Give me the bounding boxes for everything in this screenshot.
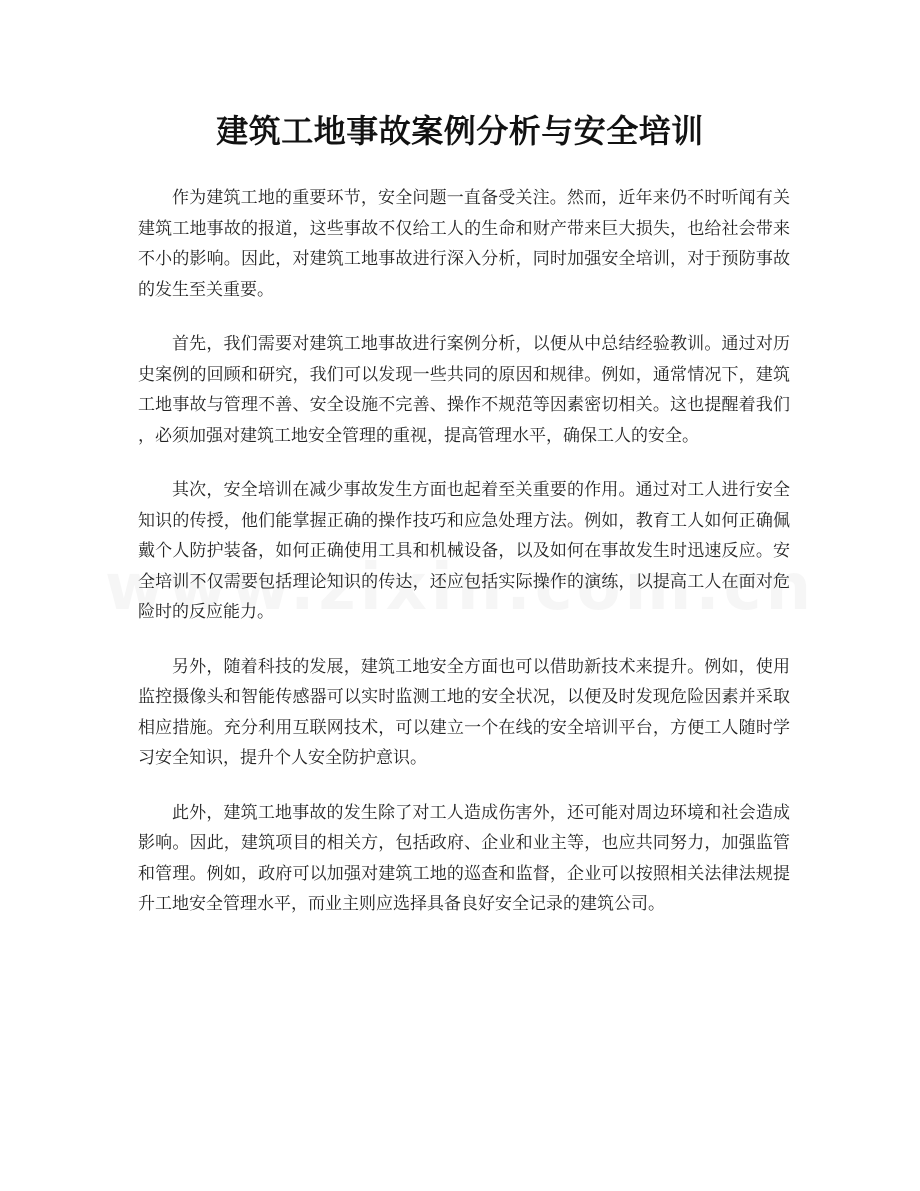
document-body [138,183,790,944]
paragraph-4: 另外，随着科技的发展，建筑工地安全方面也可以借助新技术来提升。例如，使用监控摄像头和智能传感器可以实时监测工地的安全状况，以便及时发现危险因素并采取相应措施。充分利用互联网技术，可以建立一个在线的安全培训平台，方便工人随时学习安全知识，提升个人安全防护意识。 [138,656,790,768]
paragraph-5: 此外，建筑工地事故的发生除了对工人造成伤害外，还可能对周边环境和社会造成影响。因此，建筑项目的相关方，包括政府、企业和业主等，也应共同努力，加强监管和管理。例如，政府可以加强对建筑工地的巡查和监督，企业可以按照相关法律法规提升工地安全管理水平，而业主则应选择具备良好安全记录的建筑公司。 [138,802,790,914]
paragraph-3: 其次，安全培训在减少事故发生方面也起着至关重要的作用。通过对工人进行安全知识的传授，他们能掌握正确的操作技巧和应急处理方法。例如，教育工人如何正确佩戴个人防护装备，如何正确使用工具和机械设备，以及如何在事故发生时迅速反应。安全培训不仅需要包括理论知识的传达，还应包括实际操作的演练，以提高工人在面对危险时的反应能力。 [138,480,790,622]
document-title: 建筑工地事故案例分析与安全培训 [216,112,704,150]
paragraph-1: 作为建筑工地的重要环节，安全问题一直备受关注。然而，近年来仍不时听闻有关建筑工地事故的报道，这些事故不仅给工人的生命和财产带来巨大损失，也给社会带来不小的影响。因此，对建筑工地事故进行深入分析，同时加强安全培训，对于预防事故的发生至关重要。 [138,188,790,300]
paragraph-2: 首先，我们需要对建筑工地事故进行案例分析，以便从中总结经验教训。通过对历史案例的回顾和研究，我们可以发现一些共同的原因和规律。例如，通常情况下，建筑工地事故与管理不善、安全设施不完善、操作不规范等因素密切相关。这也提醒着我们，必须加强对建筑工地安全管理的重视，提高管理水平，确保工人的安全。 [138,334,790,446]
